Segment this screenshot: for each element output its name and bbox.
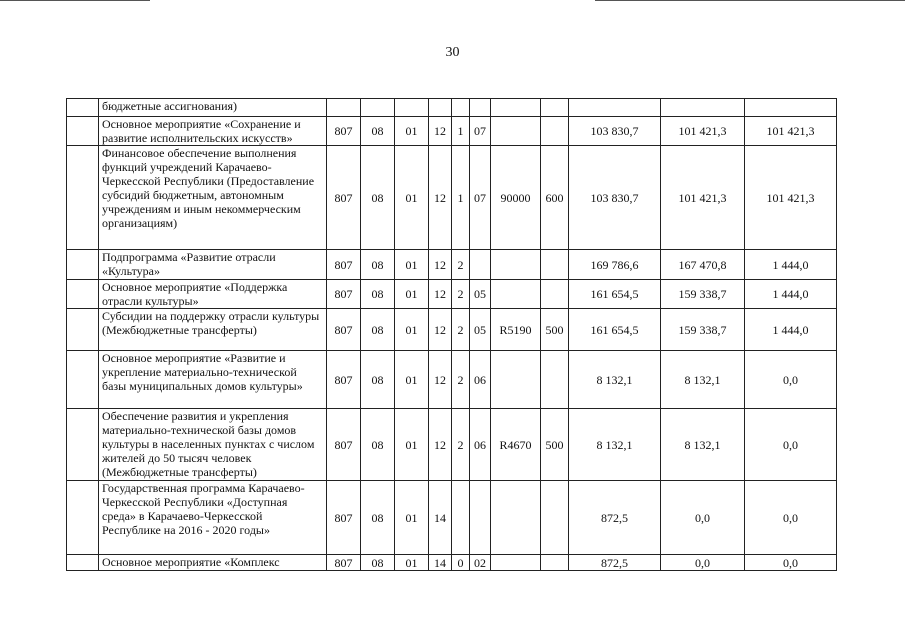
item-name-cell: Государственная программа Карачаево-Черкесской Республики «Доступная среда» в Карачаево-Черкесской Республике на 2016 - 2020 годы» [99,481,327,555]
amount-year-2-cell [661,99,745,117]
direction-code-cell [491,351,541,409]
amount-year-3-cell [745,99,837,117]
event-code-cell [470,250,491,280]
item-name-cell: бюджетные ассигнования) [99,99,327,117]
amount-year-1-cell: 161 654,5 [569,280,661,309]
expense-type-code-cell: 600 [541,146,569,250]
subprogram-code-cell [452,99,470,117]
subsection-code-cell: 01 [395,555,429,571]
direction-code-cell: R4670 [491,409,541,481]
subprogram-code-cell: 2 [452,250,470,280]
table-row [67,409,837,481]
table-row [67,99,837,117]
event-code-cell [470,99,491,117]
amount-year-2-cell: 159 338,7 [661,309,745,351]
direction-code-cell [491,250,541,280]
table-row [67,309,837,351]
expense-type-code-cell [541,280,569,309]
expense-type-code-cell [541,481,569,555]
program-code-cell: 12 [429,409,452,481]
program-code-cell: 12 [429,351,452,409]
amount-year-2-cell: 101 421,3 [661,117,745,146]
subsection-code-cell: 01 [395,250,429,280]
amount-year-1-cell [569,99,661,117]
table-row [67,117,837,146]
event-code-cell: 07 [470,146,491,250]
section-code-cell: 08 [361,555,395,571]
direction-code-cell [491,481,541,555]
amount-year-3-cell: 0,0 [745,555,837,571]
expense-type-code-cell [541,555,569,571]
subprogram-code-cell: 2 [452,351,470,409]
ministry-code-cell [327,99,361,117]
event-code-cell: 05 [470,280,491,309]
top-edge-line-right [595,0,905,1]
item-name-cell: Основное мероприятие «Сохранение и развитие исполнительских искусств» [99,117,327,146]
ministry-code-cell: 807 [327,555,361,571]
expense-type-code-cell: 500 [541,409,569,481]
subsection-code-cell: 01 [395,117,429,146]
table-row [67,146,837,250]
ministry-code-cell: 807 [327,117,361,146]
expense-type-code-cell: 500 [541,309,569,351]
program-code-cell: 12 [429,117,452,146]
direction-code-cell: 90000 [491,146,541,250]
subprogram-code-cell [452,481,470,555]
amount-year-1-cell: 872,5 [569,555,661,571]
amount-year-1-cell: 161 654,5 [569,309,661,351]
subprogram-code-cell: 1 [452,146,470,250]
amount-year-3-cell: 0,0 [745,409,837,481]
table-row [67,555,837,571]
amount-year-3-cell: 1 444,0 [745,280,837,309]
amount-year-2-cell: 0,0 [661,555,745,571]
ministry-code-cell: 807 [327,280,361,309]
row-number-cell [67,99,99,117]
amount-year-1-cell: 103 830,7 [569,117,661,146]
direction-code-cell [491,555,541,571]
amount-year-2-cell: 101 421,3 [661,146,745,250]
program-code-cell: 14 [429,481,452,555]
expense-type-code-cell [541,117,569,146]
amount-year-2-cell: 0,0 [661,481,745,555]
amount-year-3-cell: 1 444,0 [745,309,837,351]
section-code-cell: 08 [361,146,395,250]
item-name-cell: Основное мероприятие «Поддержка отрасли культуры» [99,280,327,309]
row-number-cell [67,309,99,351]
program-code-cell: 12 [429,280,452,309]
table-row [67,481,837,555]
ministry-code-cell: 807 [327,409,361,481]
item-name-cell: Обеспечение развития и укрепления материально-технической базы домов культуры в населенных пунктах с числом жителей до 50 тысяч человек (Межбюджетные трансферты) [99,409,327,481]
subsection-code-cell [395,99,429,117]
item-name-cell: Субсидии на поддержку отрасли культуры (Межбюджетные трансферты) [99,309,327,351]
amount-year-1-cell: 8 132,1 [569,409,661,481]
row-number-cell [67,555,99,571]
section-code-cell: 08 [361,409,395,481]
program-code-cell [429,99,452,117]
direction-code-cell [491,280,541,309]
table-row [67,351,837,409]
item-name-cell: Основное мероприятие «Развитие и укрепление материально-технической базы муниципальных домов культуры» [99,351,327,409]
page-number: 30 [445,45,460,60]
subsection-code-cell: 01 [395,146,429,250]
section-code-cell: 08 [361,117,395,146]
row-number-cell [67,117,99,146]
amount-year-2-cell: 159 338,7 [661,280,745,309]
item-name-cell: Финансовое обеспечение выполнения функций учреждений Карачаево-Черкесской Республики (Предоставление субсидий бюджетным, автономным учреждениям и иным некоммерческим организациям) [99,146,327,250]
ministry-code-cell: 807 [327,250,361,280]
row-number-cell [67,481,99,555]
program-code-cell: 14 [429,555,452,571]
amount-year-3-cell: 101 421,3 [745,146,837,250]
row-number-cell [67,250,99,280]
section-code-cell: 08 [361,250,395,280]
subprogram-code-cell: 2 [452,280,470,309]
amount-year-2-cell: 8 132,1 [661,351,745,409]
event-code-cell: 07 [470,117,491,146]
top-edge-line-left [0,0,150,1]
expense-type-code-cell [541,351,569,409]
subsection-code-cell: 01 [395,481,429,555]
expense-type-code-cell [541,250,569,280]
event-code-cell: 06 [470,351,491,409]
amount-year-1-cell: 169 786,6 [569,250,661,280]
section-code-cell [361,99,395,117]
row-number-cell [67,409,99,481]
section-code-cell: 08 [361,309,395,351]
amount-year-1-cell: 8 132,1 [569,351,661,409]
event-code-cell [470,481,491,555]
row-number-cell [67,351,99,409]
section-code-cell: 08 [361,351,395,409]
subsection-code-cell: 01 [395,309,429,351]
item-name-cell: Подпрограмма «Развитие отрасли «Культура» [99,250,327,280]
program-code-cell: 12 [429,146,452,250]
amount-year-1-cell: 872,5 [569,481,661,555]
subsection-code-cell: 01 [395,409,429,481]
row-number-cell [67,280,99,309]
budget-table [66,98,837,571]
ministry-code-cell: 807 [327,146,361,250]
amount-year-3-cell: 1 444,0 [745,250,837,280]
ministry-code-cell: 807 [327,351,361,409]
amount-year-3-cell: 0,0 [745,351,837,409]
amount-year-1-cell: 103 830,7 [569,146,661,250]
ministry-code-cell: 807 [327,481,361,555]
event-code-cell: 06 [470,409,491,481]
direction-code-cell [491,117,541,146]
subprogram-code-cell: 1 [452,117,470,146]
section-code-cell: 08 [361,481,395,555]
direction-code-cell: R5190 [491,309,541,351]
budget-table-body [67,99,837,571]
subprogram-code-cell: 2 [452,309,470,351]
amount-year-2-cell: 167 470,8 [661,250,745,280]
event-code-cell: 05 [470,309,491,351]
row-number-cell [67,146,99,250]
subsection-code-cell: 01 [395,351,429,409]
section-code-cell: 08 [361,280,395,309]
program-code-cell: 12 [429,309,452,351]
subprogram-code-cell: 0 [452,555,470,571]
ministry-code-cell: 807 [327,309,361,351]
amount-year-2-cell: 8 132,1 [661,409,745,481]
direction-code-cell [491,99,541,117]
table-row [67,280,837,309]
item-name-cell: Основное мероприятие «Комплекс [99,555,327,571]
subsection-code-cell: 01 [395,280,429,309]
subprogram-code-cell: 2 [452,409,470,481]
amount-year-3-cell: 101 421,3 [745,117,837,146]
table-row [67,250,837,280]
program-code-cell: 12 [429,250,452,280]
event-code-cell: 02 [470,555,491,571]
amount-year-3-cell: 0,0 [745,481,837,555]
expense-type-code-cell [541,99,569,117]
